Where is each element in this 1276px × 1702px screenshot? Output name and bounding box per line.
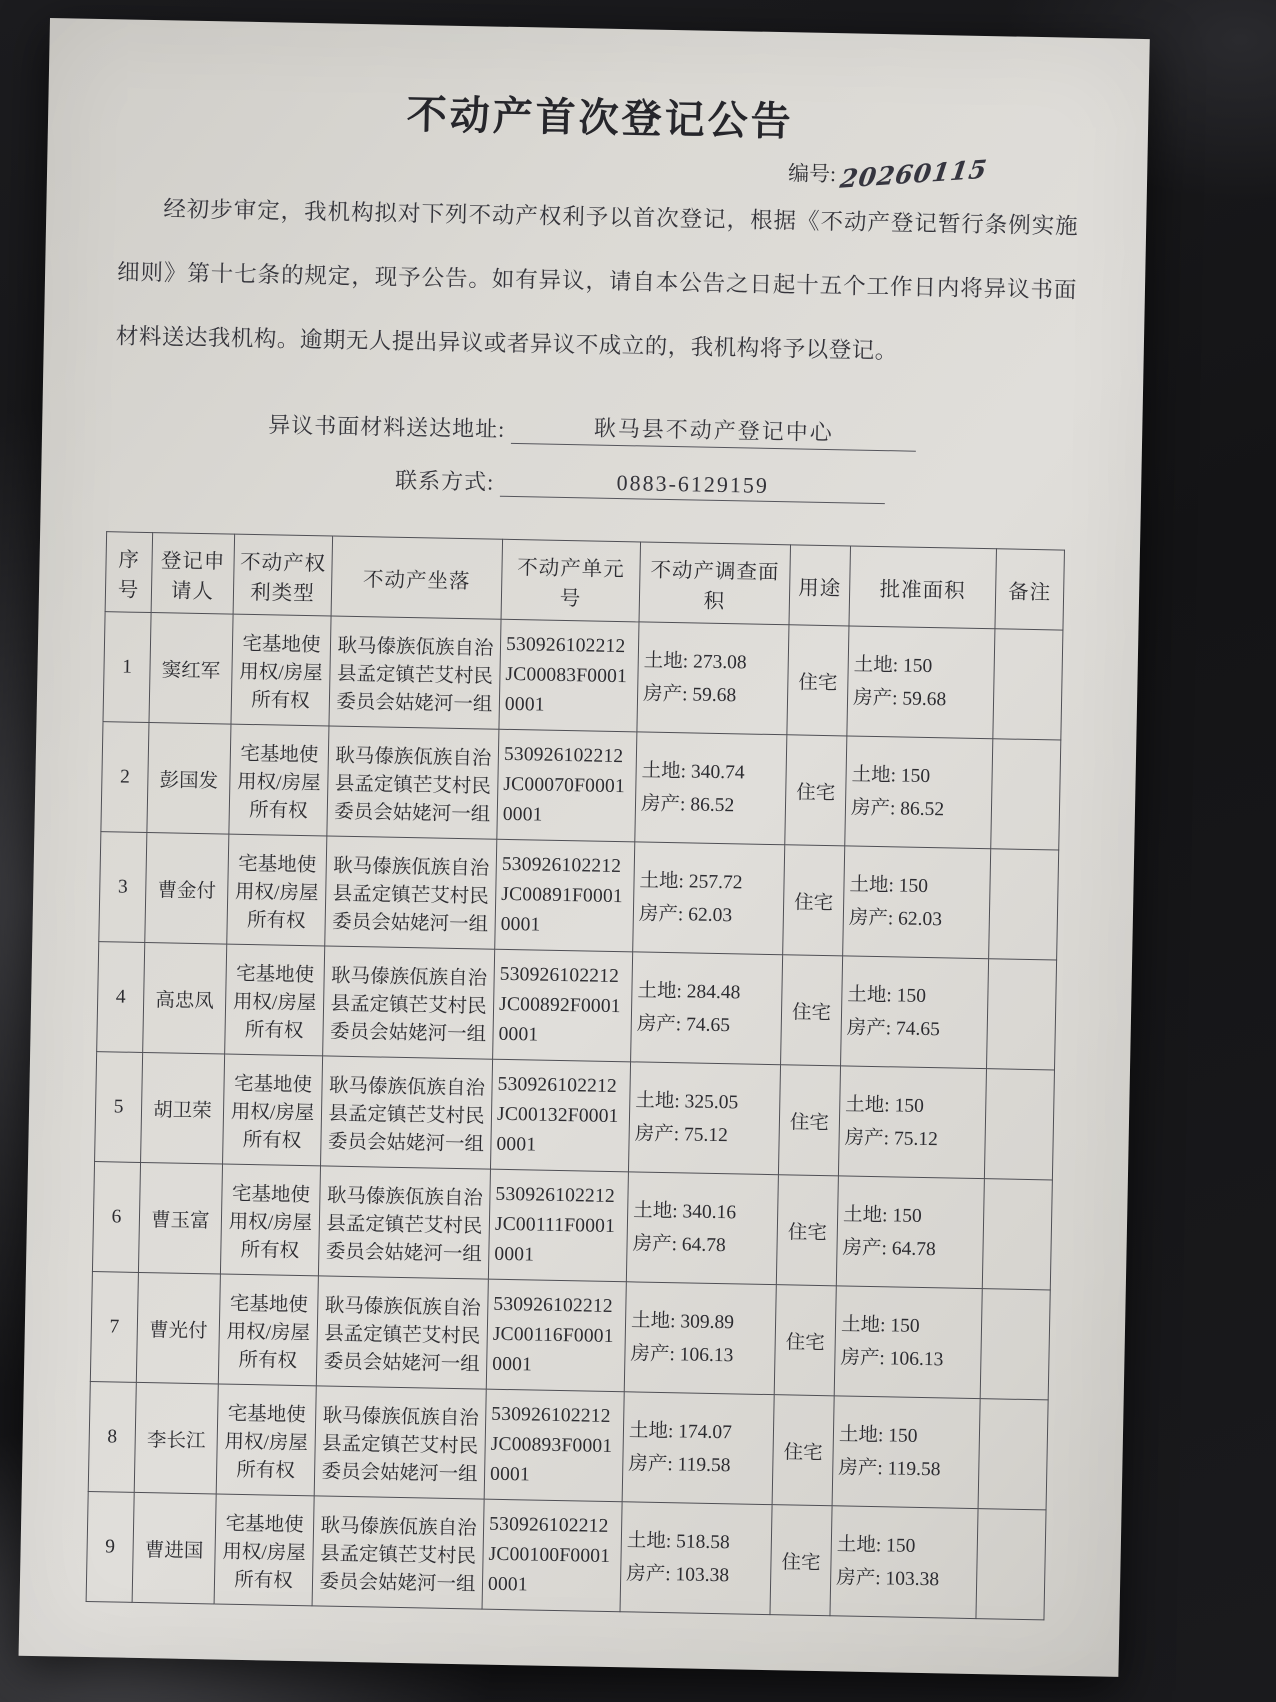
cell-use: 住宅 — [783, 845, 845, 956]
cell-use: 住宅 — [778, 1065, 840, 1176]
cell-approved-area — [832, 1396, 980, 1509]
cell-remark — [991, 739, 1061, 850]
cell-seq: 4 — [97, 942, 145, 1053]
cell-survey-area-line: 土地: 340.74 — [641, 760, 745, 784]
cell-use: 住宅 — [785, 735, 847, 846]
cell-seq: 2 — [101, 722, 149, 833]
cell-approved-area-line: 土地: 150 — [838, 1424, 918, 1447]
cell-approved-area-line: 土地: 150 — [847, 984, 927, 1007]
cell-seq: 1 — [103, 612, 151, 723]
cell-seq: 6 — [92, 1162, 140, 1273]
column-header: 用途 — [789, 545, 851, 626]
cell-approved-area-line: 土地: 150 — [836, 1534, 916, 1557]
cell-survey-area-line: 房产: 74.65 — [636, 1013, 731, 1037]
table-row — [86, 1492, 1046, 1620]
cell-applicant: 彭国发 — [147, 723, 231, 835]
cell-applicant: 胡卫荣 — [141, 1053, 225, 1165]
cell-approved-area — [836, 1176, 984, 1289]
cell-survey-area-line: 土地: 518.58 — [626, 1530, 730, 1554]
cell-approved-area — [830, 1506, 978, 1619]
cell-unit-no: 530926102212JC00100F00010001 — [482, 1499, 622, 1612]
cell-unit-no: 530926102212JC00892F00010001 — [493, 950, 633, 1063]
cell-approved-area-line: 土地: 150 — [845, 1094, 925, 1117]
cell-remark — [982, 1179, 1052, 1290]
column-header: 登记申请人 — [151, 533, 235, 615]
cell-applicant: 曹进国 — [132, 1493, 216, 1605]
column-header: 不动产单元号 — [501, 540, 641, 623]
table-row — [97, 942, 1057, 1070]
cell-approved-area-line: 房产: 86.52 — [850, 797, 945, 821]
cell-use: 住宅 — [776, 1175, 838, 1286]
cell-approved-area-line: 房产: 74.65 — [846, 1017, 941, 1041]
column-header: 不动产权利类型 — [233, 535, 333, 617]
contact-label: 联系方式: — [394, 468, 495, 495]
cell-location: 耿马傣族佤族自治县孟定镇芒艾村民委员会姑姥河一组 — [321, 1056, 493, 1169]
cell-use: 住宅 — [781, 955, 843, 1066]
cell-survey-area-line: 房产: 106.13 — [630, 1343, 734, 1367]
cell-survey-area-line: 土地: 257.72 — [639, 870, 743, 894]
table-row — [88, 1382, 1048, 1510]
cell-survey-area-line: 土地: 309.89 — [630, 1310, 735, 1334]
cell-survey-area-line: 房产: 119.58 — [628, 1453, 731, 1477]
contact-value: 0883-6129159 — [500, 468, 885, 504]
cell-applicant: 高忠凤 — [143, 943, 227, 1055]
cell-remark — [984, 1069, 1054, 1180]
cell-right-type: 宅基地使用权/房屋所有权 — [216, 1384, 316, 1496]
cell-remark — [976, 1509, 1046, 1620]
cell-unit-no: 530926102212JC00116F00010001 — [486, 1280, 626, 1393]
cell-right-type: 宅基地使用权/房屋所有权 — [220, 1164, 320, 1276]
page-title: 不动产首次登记公告 — [406, 91, 795, 145]
cell-remark — [993, 629, 1063, 740]
cell-survey-area — [635, 732, 787, 845]
cell-unit-no: 530926102212JC00070F00010001 — [497, 730, 637, 843]
cell-remark — [980, 1289, 1050, 1400]
cell-right-type: 宅基地使用权/房屋所有权 — [227, 834, 327, 946]
cell-applicant: 窦红军 — [149, 613, 233, 725]
cell-right-type: 宅基地使用权/房屋所有权 — [223, 1054, 323, 1166]
cell-use: 住宅 — [770, 1505, 832, 1616]
column-header: 备注 — [995, 549, 1065, 630]
doc-number-handwritten: 20260115 — [838, 154, 990, 194]
cell-unit-no: 530926102212JC00083F00010001 — [499, 620, 639, 733]
cell-right-type: 宅基地使用权/房屋所有权 — [225, 944, 325, 1056]
table-row — [90, 1272, 1050, 1400]
cell-approved-area-line: 房产: 62.03 — [848, 907, 943, 931]
cell-location: 耿马傣族佤族自治县孟定镇芒艾村民委员会姑姥河一组 — [327, 726, 499, 839]
cell-approved-area-line: 土地: 150 — [851, 764, 931, 787]
cell-use: 住宅 — [772, 1395, 834, 1506]
cell-approved-area-line: 房产: 119.58 — [838, 1457, 941, 1481]
cell-survey-area — [628, 1062, 780, 1175]
cell-approved-area — [847, 626, 995, 739]
announcement-body-text: 经初步审定，我机构拟对下列不动产权利予以首次登记，根据《不动产登记暂行条例实施细则》第十七条的规定，现予公告。如有异议，请自本公告之日起十五个工作日内将异议书面材料送达我机构。逾期无人提出异议或者异议不成立的，我机构将予以登记。 — [115, 196, 1079, 364]
cell-remark — [978, 1399, 1048, 1510]
cell-approved-area-line: 房产: 75.12 — [844, 1127, 939, 1151]
cell-unit-no: 530926102212JC00893F00010001 — [484, 1390, 624, 1503]
cell-approved-area — [845, 736, 993, 849]
address-value: 耿马县不动产登记中心 — [511, 410, 917, 452]
cell-seq: 8 — [88, 1382, 136, 1493]
cell-approved-area-line: 房产: 59.68 — [852, 687, 947, 711]
cell-survey-area-line: 土地: 284.48 — [637, 980, 741, 1004]
cell-right-type: 宅基地使用权/房屋所有权 — [229, 724, 329, 836]
column-header: 序号 — [105, 532, 153, 613]
cell-survey-area-line: 房产: 75.12 — [634, 1123, 729, 1147]
cell-approved-area — [841, 956, 989, 1069]
cell-survey-area-line: 房产: 86.52 — [640, 793, 735, 817]
cell-unit-no: 530926102212JC00111F00010001 — [488, 1170, 628, 1283]
cell-applicant: 曹光付 — [136, 1273, 220, 1385]
cell-approved-area — [838, 1066, 986, 1179]
cell-survey-area — [637, 622, 789, 735]
cell-approved-area-line: 土地: 150 — [842, 1204, 922, 1227]
doc-number-label: 编号: — [787, 161, 837, 187]
cell-approved-area-line: 房产: 106.13 — [840, 1347, 944, 1371]
table-row — [103, 612, 1063, 740]
cell-survey-area-line: 土地: 273.08 — [643, 650, 747, 674]
cell-applicant: 曹金付 — [145, 833, 229, 945]
table-row — [99, 832, 1059, 960]
cell-right-type: 宅基地使用权/房屋所有权 — [214, 1494, 314, 1606]
cell-survey-area-line: 土地: 340.16 — [633, 1200, 737, 1224]
cell-approved-area-line: 土地: 150 — [840, 1314, 920, 1337]
cell-approved-area-line: 土地: 150 — [849, 874, 929, 897]
cell-survey-area — [626, 1172, 778, 1285]
cell-survey-area-line: 房产: 64.78 — [632, 1233, 726, 1257]
cell-location: 耿马傣族佤族自治县孟定镇芒艾村民委员会姑姥河一组 — [329, 616, 501, 729]
cell-approved-area-line: 土地: 150 — [853, 654, 933, 677]
cell-seq: 7 — [90, 1272, 138, 1383]
cell-location: 耿马傣族佤族自治县孟定镇芒艾村民委员会姑姥河一组 — [325, 836, 497, 949]
paper-document — [19, 18, 1150, 1677]
cell-unit-no: 530926102212JC00891F00010001 — [495, 840, 635, 953]
column-header: 不动产坐落 — [331, 536, 503, 619]
cell-location: 耿马傣族佤族自治县孟定镇芒艾村民委员会姑姥河一组 — [316, 1276, 488, 1389]
cell-approved-area-line: 房产: 103.38 — [836, 1567, 940, 1591]
cell-survey-area — [624, 1282, 776, 1395]
address-line — [268, 406, 1081, 456]
cell-location: 耿马傣族佤族自治县孟定镇芒艾村民委员会姑姥河一组 — [323, 946, 495, 1059]
cell-unit-no: 530926102212JC00132F00010001 — [490, 1060, 630, 1173]
cell-use: 住宅 — [774, 1285, 836, 1396]
cell-right-type: 宅基地使用权/房屋所有权 — [218, 1274, 318, 1386]
cell-location: 耿马傣族佤族自治县孟定镇芒艾村民委员会姑姥河一组 — [312, 1496, 484, 1609]
cell-approved-area — [834, 1286, 982, 1399]
table-body — [86, 612, 1063, 1620]
cell-survey-area-line: 土地: 174.07 — [628, 1420, 733, 1444]
cell-location: 耿马傣族佤族自治县孟定镇芒艾村民委员会姑姥河一组 — [314, 1386, 486, 1499]
cell-location: 耿马傣族佤族自治县孟定镇芒艾村民委员会姑姥河一组 — [318, 1166, 490, 1279]
table-row — [101, 722, 1061, 850]
cell-survey-area — [620, 1502, 772, 1615]
cell-remark — [986, 959, 1056, 1070]
cell-approved-area-line: 房产: 64.78 — [842, 1237, 936, 1261]
cell-seq: 3 — [99, 832, 147, 943]
cell-seq: 9 — [86, 1492, 134, 1603]
column-header: 不动产调查面积 — [639, 542, 791, 625]
table-row — [92, 1162, 1052, 1290]
table-row — [95, 1052, 1055, 1180]
cell-seq: 5 — [95, 1052, 143, 1163]
contact-line — [395, 464, 1079, 508]
announcement-table — [86, 532, 1065, 1621]
address-label: 异议书面材料送达地址: — [267, 412, 506, 443]
cell-right-type: 宅基地使用权/房屋所有权 — [231, 614, 331, 726]
cell-survey-area-line: 房产: 62.03 — [638, 903, 733, 927]
cell-survey-area-line: 房产: 59.68 — [642, 683, 737, 707]
cell-applicant: 李长江 — [134, 1383, 218, 1495]
cell-remark — [989, 849, 1059, 960]
cell-survey-area — [622, 1392, 774, 1505]
cell-applicant: 曹玉富 — [138, 1163, 222, 1275]
cell-survey-area — [631, 952, 783, 1065]
cell-use: 住宅 — [787, 625, 849, 736]
cell-survey-area — [633, 842, 785, 955]
column-header: 批准面积 — [849, 546, 997, 629]
cell-survey-area-line: 房产: 103.38 — [626, 1563, 730, 1587]
cell-survey-area-line: 土地: 325.05 — [635, 1090, 739, 1114]
cell-approved-area — [843, 846, 991, 959]
